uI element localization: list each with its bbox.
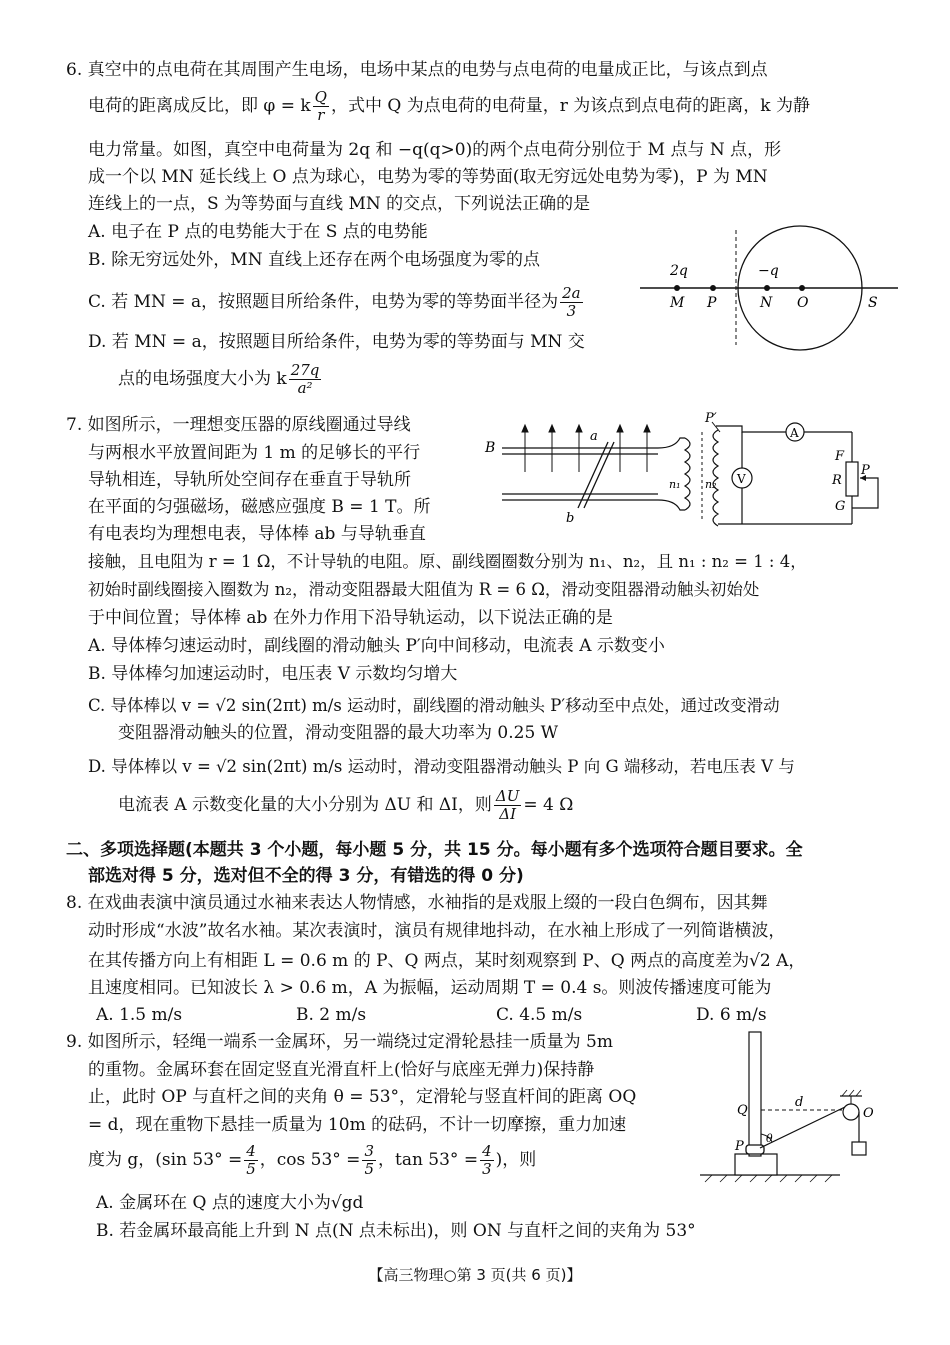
q9-ceiling-hatch — [842, 1090, 861, 1096]
q7-option-a: A. 导体棒匀速运动时，副线圈的滑动触头 P′向中间移动，电流表 A 示数变小 — [88, 636, 665, 656]
q7-label-a: a — [590, 429, 598, 444]
q9-label-theta: θ — [766, 1132, 773, 1145]
q7-wire-bottom — [658, 500, 685, 510]
q7-label-voltmeter: V — [737, 472, 746, 486]
q6-line-4: 成一个以 MN 延长线上 O 点为球心，电势为零的等势面(取无穷远处电势为零)，P 为 MN — [88, 167, 768, 187]
q7-option-d-result: = 4 Ω — [523, 795, 574, 815]
q9-weight — [852, 1142, 866, 1155]
q6-line-3: 电力常量。如图，真空中电荷量为 2q 和 −q(q>0)的两个点电荷分别位于 M 点与 N 点，形 — [88, 140, 782, 160]
q6-option-c — [88, 282, 585, 322]
q9-label-d: d — [795, 1095, 804, 1110]
q6-point-o — [799, 285, 805, 291]
q9-line-4: = d，现在重物下悬挂一质量为 10m 的砝码，不计一切摩擦，重力加速 — [88, 1115, 627, 1135]
q7-rod-ab-2 — [584, 442, 614, 508]
q8-line-3: 在其传播方向上有相距 L = 0.6 m 的 P、Q 两点，某时刻观察到 P、Q 两点的高度差为√2 A， — [88, 951, 806, 971]
q7-option-c-line-1: C. 导体棒以 v = √2 sin(2πt) m/s 运动时，副线圈的滑动触头 P′移动至中点处，通过改变滑动 — [88, 696, 780, 715]
q7-label-ammeter: A — [790, 426, 799, 440]
q7-option-d-line-2 — [118, 784, 573, 826]
q7-label-b-field: B — [485, 440, 496, 456]
section-2-heading-line-2: 部选对得 5 分，选对但不全的得 3 分，有错选的得 0 分) — [88, 866, 524, 886]
q6-option-d-num: 27q — [290, 361, 320, 379]
q7-option-d-num: ΔU — [495, 787, 520, 805]
q9-line-2: 的重物。金属环套在固定竖直光滑直杆上(恰好与底座无弹力)保持静 — [88, 1060, 595, 1080]
q9-metal-ring — [746, 1145, 764, 1154]
q7-option-d-text: 电流表 A 示数变化量的大小分别为 ΔU 和 ΔI，则 — [118, 795, 492, 815]
q7-label-f: F — [835, 449, 845, 464]
q8-line-2: 动时形成“水波”故名水袖。某次表演时，演员有规律地抖动，在水袖上形成了一列简谐横波， — [88, 921, 786, 941]
q6-option-c-num: 2a — [562, 284, 581, 302]
q7-option-d-line-1: D. 导体棒以 v = √2 sin(2πt) m/s 运动时，滑动变阻器滑动触头 P 向 G 端移动，若电压表 V 与 — [88, 757, 795, 776]
q6-label-p: P — [707, 295, 717, 311]
q8-option-c: C. 4.5 m/s — [496, 1005, 583, 1025]
q7-line-4: 在平面的匀强磁场，磁感应强度 B = 1 T。所 — [88, 497, 431, 517]
q6-point-n — [764, 285, 770, 291]
q7-label-g: G — [835, 499, 846, 514]
q8-option-d: D. 6 m/s — [696, 1005, 767, 1025]
q7-line-8: 于中间位置；导体棒 ab 在外力作用下沿导轨运动，以下说法正确的是 — [88, 608, 613, 628]
q6-option-c-text: C. 若 MN = a，按照题目所给条件，电势为零的等势面半径为 — [88, 292, 559, 312]
q6-point-m — [674, 285, 680, 291]
q8-line-4: 且速度相同。已知波长 λ > 0.6 m，A 为振幅，运动周期 T = 0.4 s。则波传播速度可能为 — [88, 978, 772, 998]
q6-label-neg-q: −q — [758, 263, 779, 279]
q6-line-2a: 电荷的距离成反比，即 φ = k — [88, 96, 311, 116]
q7-line-7: 初始时副线圈接入圈数为 n₂，滑动变阻器最大阻值为 R = 6 Ω，滑动变阻器滑动触头初始处 — [88, 580, 760, 599]
q7-line-2: 与两根水平放置间距为 1 m 的足够长的平行 — [88, 443, 421, 463]
q9-frac-tan-den: 3 — [482, 1160, 492, 1178]
q7-line-3: 导轨相连，导轨所处空间存在垂直于导轨所 — [88, 470, 411, 490]
q6-label-m: M — [670, 295, 685, 311]
q9-option-a: A. 金属环在 Q 点的速度大小为√gd — [96, 1193, 364, 1213]
q9-label-o: O — [863, 1106, 874, 1121]
q9-label-p: P — [735, 1139, 744, 1154]
q9-line-5d: )，则 — [495, 1150, 537, 1170]
q9-line-5b: ，cos 53° = — [259, 1150, 361, 1170]
q7-option-b: B. 导体棒匀加速运动时，电压表 V 示数均匀增大 — [88, 664, 458, 684]
q6-option-c-fraction — [560, 285, 583, 320]
q9-line-5c: ，tan 53° = — [377, 1150, 479, 1170]
q9-rope-op — [760, 1107, 845, 1148]
q9-pulley — [843, 1104, 859, 1120]
q7-rheostat — [846, 462, 858, 496]
q9-option-b: B. 若金属环最高能上升到 N 点(N 点未标出)，则 ON 与直杆之间的夹角为 53° — [96, 1221, 696, 1241]
q6-option-d-den: a² — [297, 379, 313, 397]
q7-label-n1: n₁ — [669, 478, 681, 491]
q9-frac-tan-num: 4 — [482, 1142, 492, 1160]
q7-line-5: 有电表均为理想电表，导体棒 ab 与导轨垂直 — [88, 524, 426, 544]
q6-line-2b: ，式中 Q 为点电荷的电荷量，r 为该点到点电荷的距离，k 为静 — [330, 96, 810, 116]
q7-line-6: 接触，且电阻为 r = 1 Ω，不计导轨的电阻。原、副线圈圈数分别为 n₁、n₂，且 n₁ : n₂ = 1 : 4， — [88, 552, 807, 571]
q9-label-q: Q — [737, 1103, 748, 1118]
q9-line-5a: 度为 g，(sin 53° = — [88, 1150, 243, 1170]
q9-line-5 — [88, 1138, 536, 1182]
q6-line-1: 6. 真空中的点电荷在其周围产生电场，电场中某点的电势与点电荷的电量成正比，与该点到点 — [66, 60, 768, 80]
q9-frac-tan — [480, 1143, 494, 1178]
q6-option-d-fraction — [289, 362, 322, 397]
q7-label-n2: n₂ — [705, 478, 717, 491]
q6-label-2q: 2q — [670, 263, 688, 279]
q6-label-o: O — [797, 295, 809, 311]
q7-option-d-fraction — [494, 788, 521, 823]
q9-frac-cos-num: 3 — [364, 1142, 374, 1160]
q7-line-1: 7. 如图所示，一理想变压器的原线圈通过导线 — [66, 415, 411, 435]
q9-vertical-rod — [749, 1032, 761, 1156]
q6-option-b: B. 除无穷远处外，MN 直线上还存在两个电场强度为零的点 — [88, 250, 540, 270]
q7-option-d-den: ΔI — [499, 805, 517, 823]
q6-label-s: S — [868, 295, 878, 311]
q7-sec-top-wire — [716, 426, 790, 432]
q8-line-1: 8. 在戏曲表演中演员通过水袖来表达人物情感，水袖指的是戏服上缀的一段白色绸布，因其舞 — [66, 893, 768, 913]
q9-line-1: 9. 如图所示，轻绳一端系一金属环，另一端绕过定滑轮悬挂一质量为 5m — [66, 1032, 613, 1052]
q9-frac-sin-num: 4 — [246, 1142, 256, 1160]
q6-figure-sphere — [640, 225, 900, 355]
q9-frac-sin-den: 5 — [246, 1160, 256, 1178]
q7-label-p: P — [861, 463, 870, 478]
q8-option-b: B. 2 m/s — [296, 1005, 367, 1025]
q6-option-a: A. 电子在 P 点的电势能大于在 S 点的电势能 — [88, 222, 428, 242]
q6-option-c-den: 3 — [566, 302, 577, 320]
q9-base — [735, 1154, 777, 1175]
q7-rod-ab — [578, 442, 608, 508]
q9-frac-sin — [244, 1143, 258, 1178]
q8-option-a: A. 1.5 m/s — [96, 1005, 183, 1025]
q6-option-d-line-1: D. 若 MN = a，按照题目所给条件，电势为零的等势面与 MN 交 — [88, 332, 585, 352]
q6-frac-denominator: r — [317, 106, 325, 124]
q7-primary-coil — [685, 438, 690, 510]
q9-frac-cos — [362, 1143, 376, 1178]
page-footer: 【高三物理○第 3 页(共 6 页)】 — [368, 1266, 582, 1284]
q7-wire-top — [658, 438, 685, 448]
q6-option-d-line-2 — [118, 358, 323, 400]
q6-label-n: N — [760, 295, 773, 311]
q6-line-5: 连线上的一点，S 为等势面与直线 MN 的交点，下列说法正确的是 — [88, 194, 591, 214]
q9-frac-cos-den: 5 — [364, 1160, 374, 1178]
q7-label-r: R — [832, 473, 842, 488]
q6-frac-numerator: Q — [314, 88, 327, 106]
q6-formula-fraction — [313, 89, 329, 124]
q7-label-pprime: P′ — [705, 411, 717, 426]
q7-label-b: b — [566, 511, 575, 526]
q9-ground-hatch — [705, 1175, 832, 1182]
q9-line-3: 止，此时 OP 与直杆之间的夹角 θ = 53°，定滑轮与竖直杆间的距离 OQ — [88, 1087, 637, 1107]
q6-point-p — [710, 285, 716, 291]
q6-line-2 — [88, 86, 810, 126]
q6-option-d-text: 点的电场强度大小为 k — [118, 369, 287, 389]
q9-figure-pulley — [700, 1030, 885, 1190]
q7-option-c-line-2: 变阻器滑动触头的位置，滑动变阻器的最大功率为 0.25 W — [118, 723, 559, 743]
q7-figure-transformer — [480, 410, 890, 540]
section-2-heading-line-1: 二、多项选择题(本题共 3 个小题，每小题 5 分，共 15 分。每小题有多个选项符合题目要求。全 — [66, 840, 803, 860]
